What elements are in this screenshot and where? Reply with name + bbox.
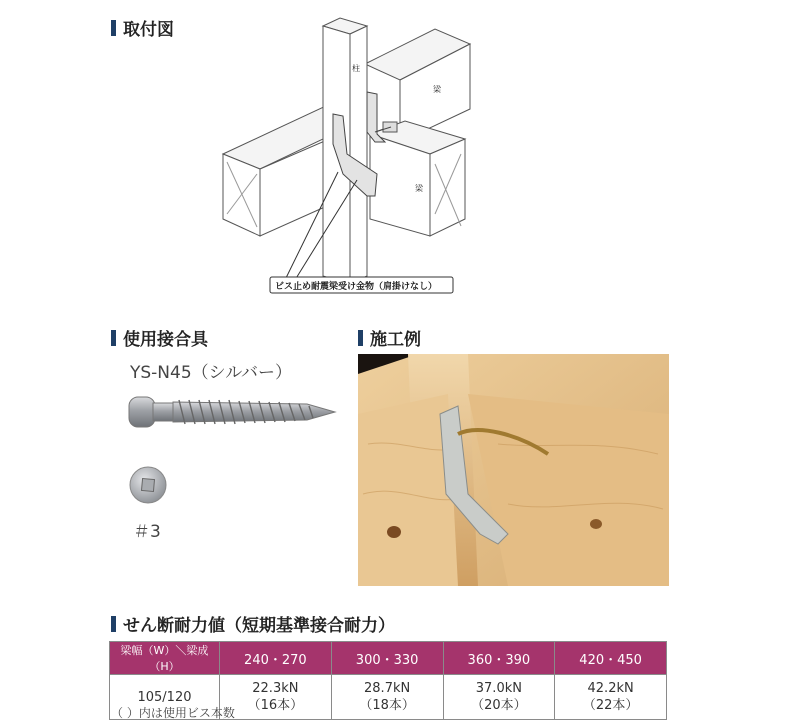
cell-value: 42.2kN — [587, 681, 634, 696]
shear-heading-text: せん断耐力値（短期基準接合耐力） — [123, 616, 395, 636]
header-col-1: 240・270 — [220, 642, 332, 675]
callout-text: ビス止め耐震梁受け金物（肩掛けなし） — [275, 282, 438, 292]
fastener-heading-text: 使用接合具 — [123, 330, 208, 350]
heading-marker — [111, 330, 116, 346]
cell-value: 37.0kN — [475, 681, 522, 696]
cell-count: （16本） — [247, 698, 304, 713]
cell-value: 22.3kN — [252, 681, 299, 696]
cell-value: 28.7kN — [364, 681, 411, 696]
install-heading-text: 取付図 — [123, 20, 174, 40]
table-cell — [443, 675, 555, 720]
table-cell — [555, 675, 667, 720]
drive-size-label: ＃3 — [133, 522, 161, 542]
heading-marker — [111, 20, 116, 36]
example-heading-text: 施工例 — [370, 330, 421, 350]
table-cell — [220, 675, 332, 720]
shear-heading — [111, 611, 395, 636]
square-drive-head-icon — [128, 465, 168, 505]
beam-label-right: 梁 — [415, 184, 423, 193]
construction-example-photo — [358, 354, 669, 586]
cell-count: （22本） — [582, 698, 639, 713]
table-header-row — [110, 642, 667, 675]
screw-model-name: YS-N45（シルバー） — [130, 363, 293, 383]
header-col-2: 300・330 — [331, 642, 443, 675]
header-col-3: 360・390 — [443, 642, 555, 675]
row-label: 105/120 — [110, 675, 220, 720]
table-footnote: （ ）内は使用ビス本数 — [111, 706, 235, 720]
header-col-4: 420・450 — [555, 642, 667, 675]
installation-diagram — [215, 14, 480, 299]
pillar-label: 柱 — [352, 64, 360, 73]
example-heading — [358, 325, 421, 350]
screw-icon — [127, 392, 342, 432]
cell-count: （18本） — [359, 698, 415, 713]
header-dimensions: 梁幅（W）＼梁成（H） — [110, 642, 220, 675]
fastener-heading — [111, 325, 208, 350]
install-heading — [111, 15, 174, 40]
front-beam-end — [430, 139, 465, 236]
beam-label-top: 梁 — [433, 85, 441, 94]
table-cell — [331, 675, 443, 720]
cell-count: （20本） — [471, 698, 527, 713]
heading-marker — [358, 330, 363, 346]
heading-marker — [111, 616, 116, 632]
